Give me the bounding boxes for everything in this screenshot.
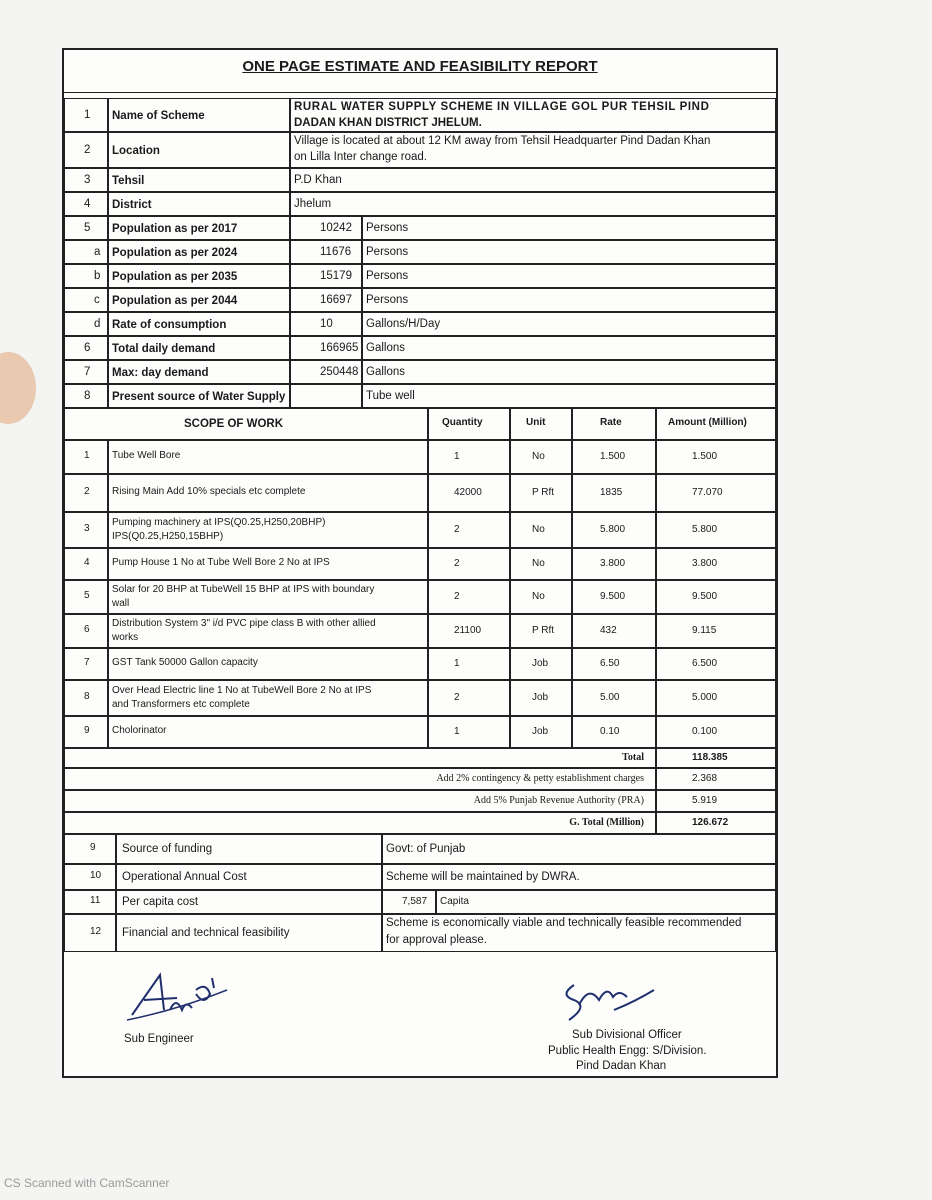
scope-row-rate: 1835: [600, 487, 623, 498]
bottom-row-value-line1: Scheme will be maintained by DWRA.: [386, 871, 580, 883]
scope-row-amount: 6.500: [692, 658, 718, 669]
info-row-quantity: 10242: [320, 222, 352, 234]
scope-row-number: 3: [84, 523, 90, 534]
bottom-row-label: Per capita cost: [122, 896, 199, 908]
scope-row-description-line2: wall: [112, 598, 130, 609]
info-row-number: b: [94, 270, 101, 282]
scope-row-rate: 1.500: [600, 451, 626, 462]
info-row-number: a: [94, 246, 101, 258]
scope-row-description: Cholorinator: [112, 725, 167, 736]
info-row-number: 5: [84, 222, 91, 234]
info-row-label: Population as per 2024: [112, 247, 238, 259]
scope-row-amount: 5.800: [692, 524, 718, 535]
scope-row-quantity: 2: [454, 692, 460, 703]
info-row-label: Rate of consumption: [112, 319, 227, 331]
scope-row-description-line2: works: [112, 632, 139, 643]
total-amount: 126.672: [692, 817, 729, 828]
scope-row-rate: 5.00: [600, 692, 620, 703]
scope-row-amount: 77.070: [692, 487, 723, 498]
scope-row-amount: 9.115: [692, 625, 717, 636]
bottom-row-value-line2: for approval please.: [386, 934, 488, 946]
scope-row-amount: 0.100: [692, 726, 718, 737]
scope-row-quantity: 1: [454, 726, 460, 737]
sdo-title: Sub Divisional Officer: [572, 1029, 682, 1041]
sub-engineer-signature: [122, 970, 232, 1030]
info-row-number: c: [94, 294, 100, 306]
scope-row-quantity-cell: [428, 440, 510, 474]
info-row-unit-cell: [362, 288, 776, 312]
total-label-cell: [64, 812, 656, 834]
info-row-unit-cell: [362, 240, 776, 264]
rate-header: Rate: [600, 417, 622, 428]
info-row-label: Population as per 2017: [112, 223, 238, 235]
scope-row-rate: 6.50: [600, 658, 620, 669]
scope-row-unit: No: [532, 451, 545, 462]
scope-row-description: Rising Main Add 10% specials etc complete: [112, 486, 306, 497]
per-capita-amount: 7,587: [402, 896, 428, 907]
info-row-number: 6: [84, 342, 91, 354]
total-amount: 2.368: [692, 773, 718, 784]
scope-row-rate: 5.800: [600, 524, 626, 535]
scope-row-unit: No: [532, 524, 545, 535]
scope-row-number: 7: [84, 657, 90, 668]
scope-row-quantity-cell: [428, 680, 510, 716]
scope-row-description: Pump House 1 No at Tube Well Bore 2 No at IPS: [112, 557, 330, 568]
bottom-row-number: 9: [90, 842, 96, 853]
scope-row-description-line2: IPS(Q0.25,H250,15BHP): [112, 531, 224, 542]
info-row-value-line1: Village is located at about 12 KM away from Tehsil Headquarter Pind Dadan Khan: [294, 135, 711, 147]
bottom-row-number: 12: [90, 926, 102, 937]
info-row-number: 1: [84, 109, 91, 121]
scope-row-unit: Job: [532, 692, 549, 703]
info-row-number-cell: [64, 264, 108, 288]
finger-shadow: [0, 352, 36, 424]
info-row-label: Tehsil: [112, 175, 145, 187]
info-row-label: Name of Scheme: [112, 110, 205, 122]
scope-row-amount: 9.500: [692, 591, 718, 602]
quantity-header: Quantity: [442, 417, 483, 428]
sdo-signature: [554, 975, 674, 1025]
scope-header: SCOPE OF WORK: [184, 418, 284, 430]
total-amount: 5.919: [692, 795, 718, 806]
title-divider: [64, 92, 776, 93]
info-row-number: d: [94, 318, 101, 330]
total-label: G. Total (Million): [569, 817, 644, 828]
scope-row-amount: 5.000: [692, 692, 718, 703]
info-row-number: 4: [84, 198, 91, 210]
info-row-value: Jhelum: [294, 198, 332, 210]
info-row-value: P.D Khan: [294, 174, 342, 186]
report-sheet: [62, 48, 778, 1078]
info-row-number: 8: [84, 390, 91, 402]
bottom-row-value-line1: Scheme is economically viable and technically feasible recommended: [386, 917, 742, 929]
scope-row-quantity-cell: [428, 512, 510, 548]
sdo-location: Pind Dadan Khan: [576, 1060, 667, 1072]
info-row-unit-cell: [362, 360, 776, 384]
info-row-unit: Gallons: [366, 342, 405, 354]
info-row-quantity: 10: [320, 318, 333, 330]
scope-row-rate: 0.10: [600, 726, 620, 737]
info-row-unit-cell: [362, 264, 776, 288]
bottom-row-label: Source of funding: [122, 843, 213, 855]
scope-row-unit: No: [532, 591, 545, 602]
scope-row-rate: 9.500: [600, 591, 626, 602]
scope-row-unit: No: [532, 558, 545, 569]
scope-row-description-line1: Pumping machinery at IPS(Q0.25,H250,20BHP): [112, 517, 326, 528]
scope-row-quantity: 2: [454, 558, 460, 569]
scope-row-amount: 1.500: [692, 451, 718, 462]
info-row-value-cell: [290, 168, 776, 192]
info-row-unit: Gallons: [366, 366, 405, 378]
info-row-quantity: 166965: [320, 342, 359, 354]
info-row-unit-cell: [362, 216, 776, 240]
scope-row-quantity: 42000: [454, 487, 482, 498]
scope-row-quantity-cell: [428, 716, 510, 748]
info-row-unit: Persons: [366, 270, 409, 282]
info-row-unit-cell: [362, 384, 776, 408]
scope-row-description-line1: Distribution System 3" i/d PVC pipe class B with other allied: [112, 618, 376, 629]
sub-engineer-label: Sub Engineer: [124, 1033, 194, 1045]
scope-row-quantity-cell: [428, 580, 510, 614]
info-row-quantity: 15179: [320, 270, 352, 282]
total-label: Add 2% contingency & petty establishment charges: [436, 773, 644, 784]
scope-row-number: 8: [84, 691, 90, 702]
scope-row-unit: Job: [532, 726, 549, 737]
info-row-label: Location: [112, 145, 160, 157]
info-row-number-cell: [64, 240, 108, 264]
scope-row-description: Tube Well Bore: [112, 450, 181, 461]
info-row-quantity: 250448: [320, 366, 359, 378]
scope-row-number: 5: [84, 590, 90, 601]
total-label: Total: [622, 752, 644, 763]
info-row-number: 7: [84, 366, 91, 378]
scope-row-number: 6: [84, 624, 90, 635]
scope-row-unit: P Rft: [532, 625, 555, 636]
scope-row-rate: 3.800: [600, 558, 626, 569]
scope-row-number: 9: [84, 725, 90, 736]
info-row-value-cell: [290, 192, 776, 216]
total-label: Add 5% Punjab Revenue Authority (PRA): [473, 795, 644, 806]
info-row-label: Max: day demand: [112, 367, 209, 379]
scope-row-quantity-cell: [428, 648, 510, 680]
info-row-label: Total daily demand: [112, 343, 216, 355]
bottom-row-label: Operational Annual Cost: [122, 871, 247, 883]
scope-row-quantity: 2: [454, 591, 460, 602]
scope-row-description-line1: Over Head Electric line 1 No at TubeWell Bore 2 No at IPS: [112, 685, 372, 696]
scanner-watermark: CS Scanned with CamScanner: [4, 1176, 170, 1190]
info-row-label: District: [112, 199, 152, 211]
bottom-row-number: 11: [90, 895, 101, 906]
scope-row-number: 4: [84, 557, 90, 568]
scope-row-description-line2: and Transformers etc complete: [112, 699, 250, 710]
info-row-unit: Tube well: [366, 390, 415, 402]
info-row-quantity: 16697: [320, 294, 352, 306]
sdo-office: Public Health Engg: S/Division.: [548, 1045, 707, 1057]
info-row-quantity: 11676: [320, 246, 352, 258]
per-capita-unit-cell: [436, 890, 776, 914]
bottom-row-number: 10: [90, 870, 102, 881]
scope-row-number: 2: [84, 486, 90, 497]
page-title: ONE PAGE ESTIMATE AND FEASIBILITY REPORT: [242, 58, 598, 75]
scope-row-description-line1: Solar for 20 BHP at TubeWell 15 BHP at IPS with boundary: [112, 584, 375, 595]
info-row-value-line1: RURAL WATER SUPPLY SCHEME IN VILLAGE GOL PUR TEHSIL PIND: [294, 101, 710, 113]
scope-row-quantity: 1: [454, 451, 460, 462]
unit-header: Unit: [526, 417, 546, 428]
info-row-unit: Gallons/H/Day: [366, 318, 441, 330]
bottom-row-label: Financial and technical feasibility: [122, 927, 290, 939]
amount-header: Amount (Million): [668, 417, 747, 428]
info-row-label: Population as per 2035: [112, 271, 238, 283]
scope-row-quantity: 1: [454, 658, 460, 669]
info-row-unit-cell: [362, 336, 776, 360]
scope-row-unit: P Rft: [532, 487, 555, 498]
info-row-number-cell: [64, 312, 108, 336]
info-row-unit: Persons: [366, 246, 409, 258]
info-row-label: Population as per 2044: [112, 295, 238, 307]
info-row-value-line2: on Lilla Inter change road.: [294, 151, 427, 163]
per-capita-unit: Capita: [440, 896, 469, 907]
scope-row-number: 1: [84, 450, 90, 461]
scope-row-quantity-cell: [428, 548, 510, 580]
scope-row-amount: 3.800: [692, 558, 718, 569]
info-row-number-cell: [64, 288, 108, 312]
scope-row-rate: 432: [600, 625, 617, 636]
bottom-row-value-line1: Govt: of Punjab: [386, 843, 466, 855]
scope-row-unit: Job: [532, 658, 549, 669]
info-row-label: Present source of Water Supply: [112, 391, 286, 403]
scope-row-description: GST Tank 50000 Gallon capacity: [112, 657, 258, 668]
info-row-number: 2: [84, 144, 91, 156]
info-row-number: 3: [84, 174, 91, 186]
scope-row-quantity: 21100: [454, 625, 482, 636]
info-row-unit: Persons: [366, 294, 409, 306]
total-label-cell: [64, 748, 656, 768]
info-row-value-line2: DADAN KHAN DISTRICT JHELUM.: [294, 117, 482, 129]
scope-row-quantity: 2: [454, 524, 460, 535]
info-row-quantity-cell: [290, 384, 362, 408]
total-amount: 118.385: [692, 752, 728, 763]
info-row-unit: Persons: [366, 222, 409, 234]
